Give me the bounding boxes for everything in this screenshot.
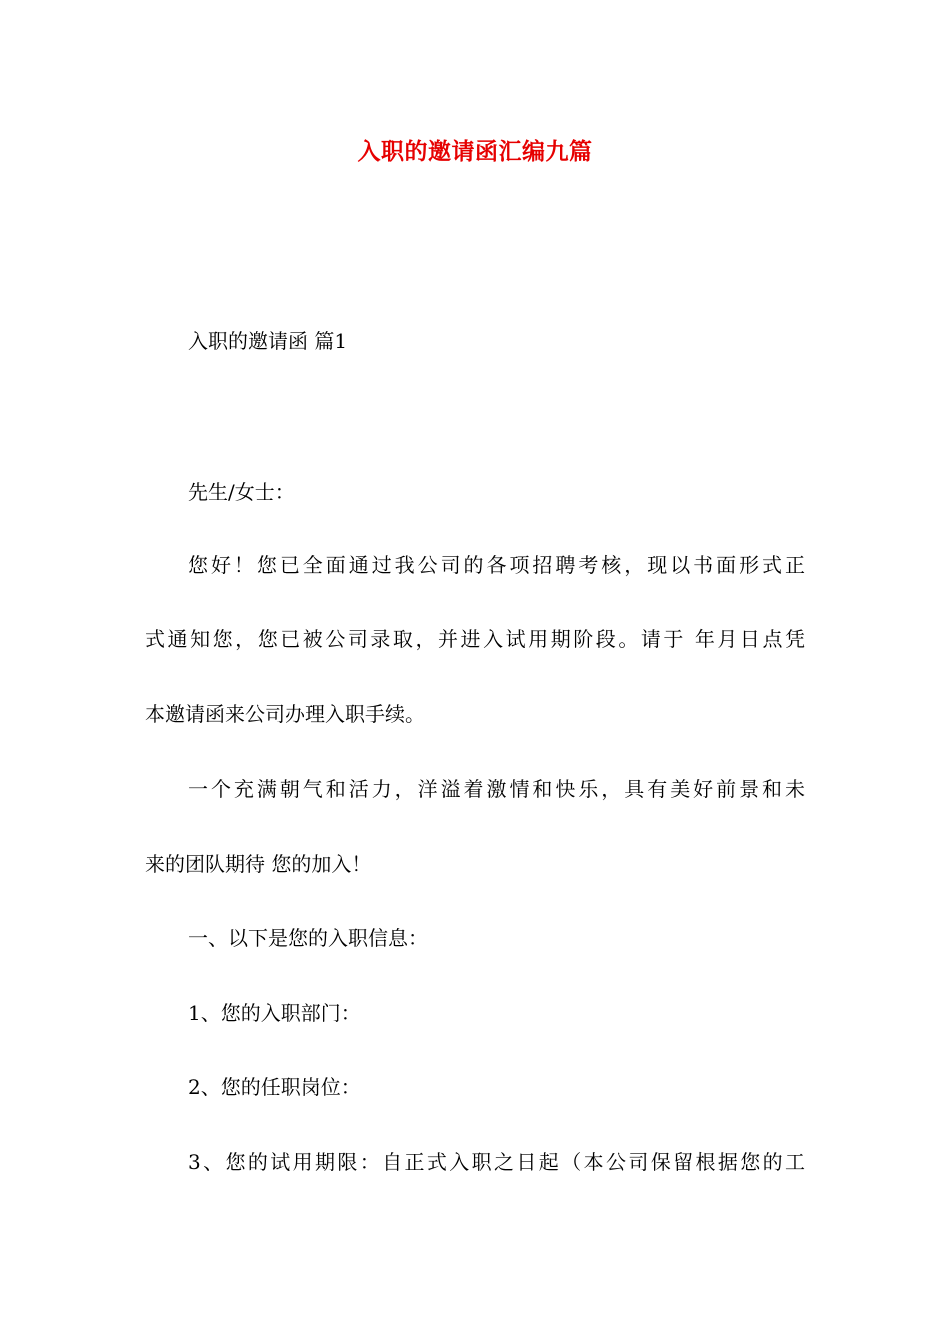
info-heading: 一、以下是您的入职信息： <box>188 926 428 950</box>
list-item: 1、您的入职部门： <box>188 1001 361 1025</box>
paragraph1-line3: 本邀请函来公司办理入职手续。 <box>145 702 425 726</box>
section-heading: 入职的邀请函 篇1 <box>188 329 348 353</box>
document-title: 入职的邀请函汇编九篇 <box>357 138 593 165</box>
salutation: 先生/女士： <box>188 480 295 504</box>
paragraph2-line1: 一个充满朝气和活力，洋溢着激情和快乐，具有美好前景和未 <box>188 777 805 801</box>
paragraph1-line1: 您好！您已全面通过我公司的各项招聘考核，现以书面形式正 <box>188 553 805 577</box>
paragraph2-line2: 来的团队期待 您的加入！ <box>145 852 372 876</box>
paragraph1-line2: 式通知您，您已被公司录取，并进入试用期阶段。请于 年月日点凭 <box>145 627 805 651</box>
list-item: 3、您的试用期限：自正式入职之日起（本公司保留根据您的工 <box>188 1150 805 1174</box>
list-item: 2、您的任职岗位： <box>188 1075 361 1099</box>
